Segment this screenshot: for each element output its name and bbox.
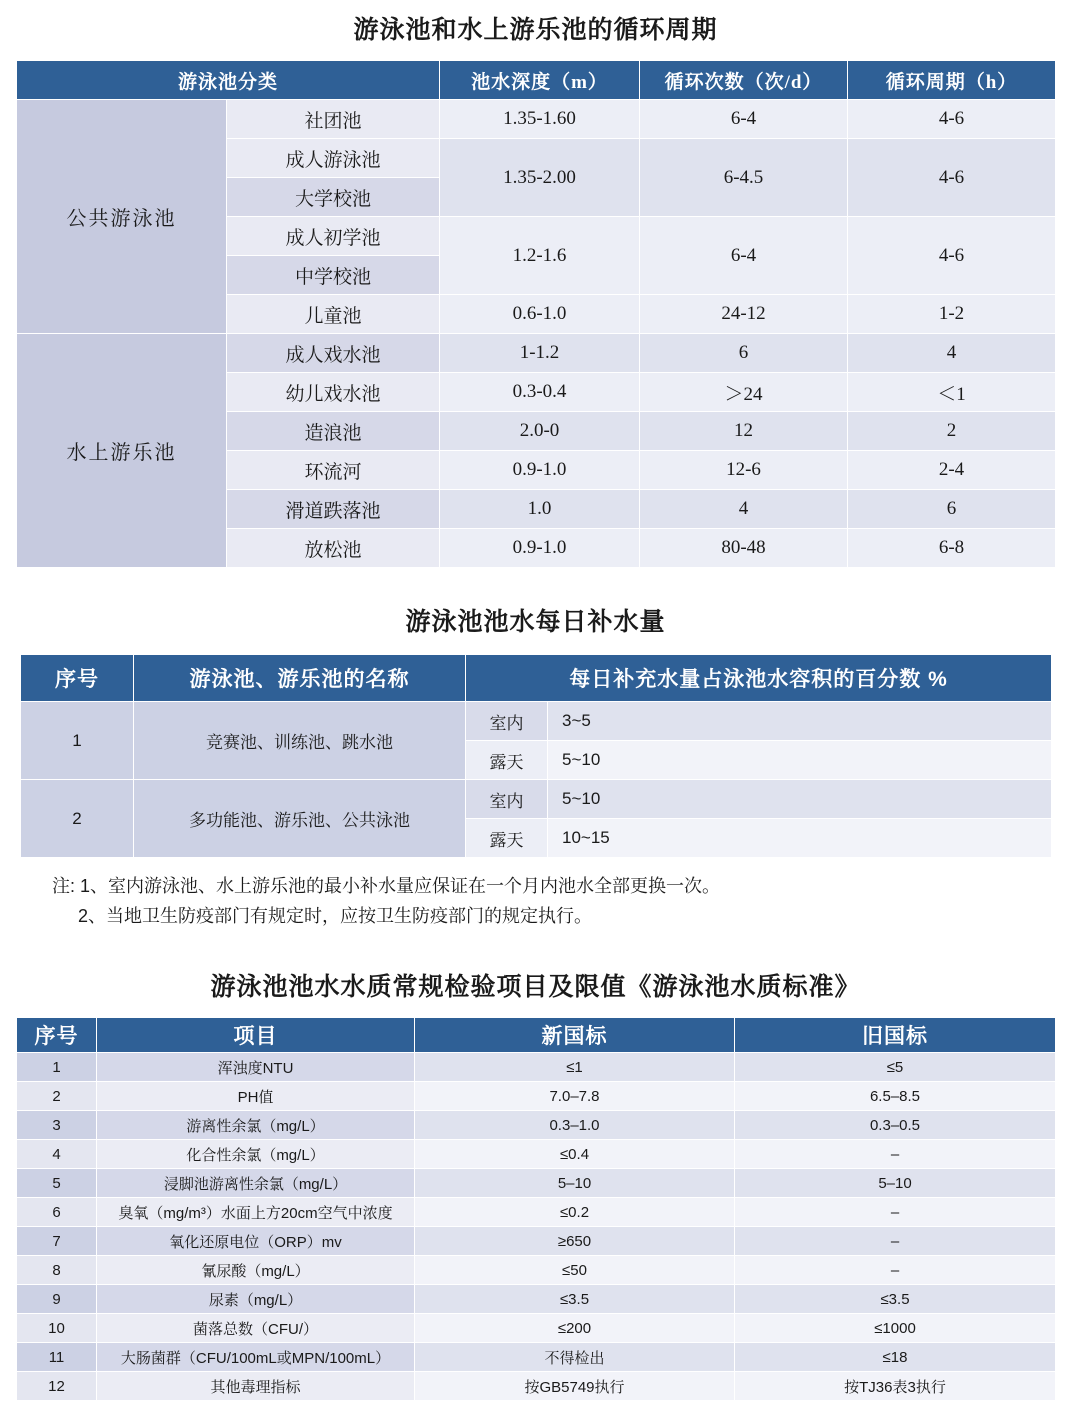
new-standard-value: ≤0.2 [415, 1198, 735, 1227]
row-index: 7 [17, 1227, 97, 1256]
row-index: 10 [17, 1314, 97, 1343]
old-standard-value: 按TJ36表3执行 [735, 1372, 1056, 1401]
pool-name: 大学校池 [227, 178, 440, 217]
table-row [17, 100, 1056, 139]
item-name: 氰尿酸（mg/L） [97, 1256, 415, 1285]
pool-name: 滑道跌落池 [227, 490, 440, 529]
pool-name: 成人初学池 [227, 217, 440, 256]
pool-depth: 0.3-0.4 [440, 373, 640, 412]
document-page [0, 10, 1071, 1401]
old-standard-value: ≤1000 [735, 1314, 1056, 1343]
table-row [17, 1053, 1056, 1082]
item-name: 臭氧（mg/m³）水面上方20cm空气中浓度 [97, 1198, 415, 1227]
new-standard-value: ≤3.5 [415, 1285, 735, 1314]
table-row [21, 702, 1052, 741]
pool-cycles: 6-4 [640, 100, 848, 139]
page-title-table2: 游泳池池水每日补水量 [405, 609, 666, 636]
daily-makeup-water-table [20, 654, 1052, 858]
pool-depth: 0.9-1.0 [440, 451, 640, 490]
pool-cycles: 6-4 [640, 217, 848, 295]
item-name: 浑浊度NTU [97, 1053, 415, 1082]
new-standard-value: 5–10 [415, 1169, 735, 1198]
location-label: 露天 [466, 741, 548, 780]
pool-period: 6 [848, 490, 1056, 529]
table-row [17, 1285, 1056, 1314]
row-index: 1 [21, 702, 134, 780]
table-row [17, 1169, 1056, 1198]
row-index: 1 [17, 1053, 97, 1082]
pool-cycles: 4 [640, 490, 848, 529]
new-standard-value: 7.0–7.8 [415, 1082, 735, 1111]
pool-period: 4-6 [848, 139, 1056, 217]
pool-period: 2-4 [848, 451, 1056, 490]
pool-name: 造浪池 [227, 412, 440, 451]
new-standard-value: 按GB5749执行 [415, 1372, 735, 1401]
item-name: 尿素（mg/L） [97, 1285, 415, 1314]
pool-depth: 0.6-1.0 [440, 295, 640, 334]
row-index: 6 [17, 1198, 97, 1227]
table2-header-row [21, 655, 1052, 702]
table1-container [0, 60, 1071, 568]
old-standard-value: 5–10 [735, 1169, 1056, 1198]
row-index: 12 [17, 1372, 97, 1401]
row-index: 2 [17, 1082, 97, 1111]
pool-cycles: 6 [640, 334, 848, 373]
pool-depth: 1.0 [440, 490, 640, 529]
pool-name: 社团池 [227, 100, 440, 139]
table-row [17, 334, 1056, 373]
location-label: 室内 [466, 780, 548, 819]
old-standard-value: ≤18 [735, 1343, 1056, 1372]
table-row [17, 1256, 1056, 1285]
table-row [17, 1372, 1056, 1401]
new-standard-value: ≤200 [415, 1314, 735, 1343]
pool-period: 4-6 [848, 100, 1056, 139]
table3-container [0, 1017, 1071, 1401]
item-name: 大肠菌群（CFU/100mL或MPN/100mL） [97, 1343, 415, 1372]
pool-depth: 1-1.2 [440, 334, 640, 373]
makeup-percent: 10~15 [548, 819, 1052, 858]
item-name: 化合性余氯（mg/L） [97, 1140, 415, 1169]
pool-name: 中学校池 [227, 256, 440, 295]
row-index: 11 [17, 1343, 97, 1372]
item-name: 其他毒理指标 [97, 1372, 415, 1401]
old-standard-value: ≤3.5 [735, 1285, 1056, 1314]
table1-header-cell: 循环周期（h） [848, 61, 1056, 100]
table1-header-cell: 池水深度（m） [440, 61, 640, 100]
row-index: 9 [17, 1285, 97, 1314]
pool-cycles: 6-4.5 [640, 139, 848, 217]
table3-header-cell: 旧国标 [735, 1018, 1056, 1053]
table-row [17, 1314, 1056, 1343]
pool-name: 放松池 [227, 529, 440, 568]
page-title-table1: 游泳池和水上游乐池的循环周期 [353, 17, 718, 44]
row-index: 3 [17, 1111, 97, 1140]
water-quality-table [16, 1017, 1056, 1401]
pool-name: 环流河 [227, 451, 440, 490]
pool-name: 成人游泳池 [227, 139, 440, 178]
pool-period: 1-2 [848, 295, 1056, 334]
row-index: 8 [17, 1256, 97, 1285]
row-index: 4 [17, 1140, 97, 1169]
old-standard-value: 6.5–8.5 [735, 1082, 1056, 1111]
new-standard-value: ≤50 [415, 1256, 735, 1285]
note-line: 注: 1、室内游泳池、水上游乐池的最小补水量应保证在一个月内池水全部更换一次。 [52, 876, 721, 896]
item-name: 浸脚池游离性余氯（mg/L） [97, 1169, 415, 1198]
pool-cycle-table [16, 60, 1056, 568]
table1-header-row [17, 61, 1056, 100]
table1-header-cell: 循环次数（次/d） [640, 61, 848, 100]
item-name: 氧化还原电位（ORP）mv [97, 1227, 415, 1256]
table2-header-cell: 游泳池、游乐池的名称 [134, 655, 466, 702]
old-standard-value: – [735, 1140, 1056, 1169]
table-row [17, 1343, 1056, 1372]
table3-header-cell: 项目 [97, 1018, 415, 1053]
page-title-table3: 游泳池池水水质常规检验项目及限值《游泳池水质标准》 [210, 974, 861, 1002]
old-standard-value: – [735, 1227, 1056, 1256]
location-label: 室内 [466, 702, 548, 741]
pool-cycles: 80-48 [640, 529, 848, 568]
old-standard-value: – [735, 1256, 1056, 1285]
makeup-percent: 3~5 [548, 702, 1052, 741]
location-label: 露天 [466, 819, 548, 858]
pool-cycles: ＞24 [640, 373, 848, 412]
table-row [21, 780, 1052, 819]
pool-cycles: 24-12 [640, 295, 848, 334]
old-standard-value: ≤5 [735, 1053, 1056, 1082]
table3-header-row [17, 1018, 1056, 1053]
old-standard-value: 0.3–0.5 [735, 1111, 1056, 1140]
table-row [17, 1198, 1056, 1227]
row-index: 2 [21, 780, 134, 858]
table-row [17, 1140, 1056, 1169]
pool-name: 幼儿戏水池 [227, 373, 440, 412]
pool-category: 公共游泳池 [17, 100, 227, 334]
pool-name: 成人戏水池 [227, 334, 440, 373]
table2-notes [0, 858, 1071, 931]
item-name: 菌落总数（CFU/） [97, 1314, 415, 1343]
makeup-percent: 5~10 [548, 780, 1052, 819]
new-standard-value: ≤0.4 [415, 1140, 735, 1169]
pool-cycles: 12 [640, 412, 848, 451]
pool-period: ＜1 [848, 373, 1056, 412]
pool-cycles: 12-6 [640, 451, 848, 490]
old-standard-value: – [735, 1198, 1056, 1227]
pool-name: 多功能池、游乐池、公共泳池 [134, 780, 466, 858]
pool-depth: 2.0-0 [440, 412, 640, 451]
new-standard-value: ≥650 [415, 1227, 735, 1256]
table-row [17, 1227, 1056, 1256]
table2-container [0, 654, 1071, 858]
pool-category: 水上游乐池 [17, 334, 227, 568]
table1-header-cell: 游泳池分类 [17, 61, 440, 100]
pool-name: 儿童池 [227, 295, 440, 334]
table-row [17, 1111, 1056, 1140]
pool-period: 4 [848, 334, 1056, 373]
row-index: 5 [17, 1169, 97, 1198]
pool-name: 竞赛池、训练池、跳水池 [134, 702, 466, 780]
table-row [17, 1082, 1056, 1111]
new-standard-value: ≤1 [415, 1053, 735, 1082]
makeup-percent: 5~10 [548, 741, 1052, 780]
pool-period: 6-8 [848, 529, 1056, 568]
table3-header-cell: 新国标 [415, 1018, 735, 1053]
new-standard-value: 不得检出 [415, 1343, 735, 1372]
note-line: 2、当地卫生防疫部门有规定时，应按卫生防疫部门的规定执行。 [78, 905, 593, 926]
pool-period: 4-6 [848, 217, 1056, 295]
pool-depth: 1.35-1.60 [440, 100, 640, 139]
table2-header-cell: 每日补充水量占泳池水容积的百分数 % [466, 655, 1052, 702]
table3-header-cell: 序号 [17, 1018, 97, 1053]
pool-period: 2 [848, 412, 1056, 451]
pool-depth: 0.9-1.0 [440, 529, 640, 568]
new-standard-value: 0.3–1.0 [415, 1111, 735, 1140]
pool-depth: 1.35-2.00 [440, 139, 640, 217]
pool-depth: 1.2-1.6 [440, 217, 640, 295]
item-name: 游离性余氯（mg/L） [97, 1111, 415, 1140]
item-name: PH值 [97, 1082, 415, 1111]
table2-header-cell: 序号 [21, 655, 134, 702]
